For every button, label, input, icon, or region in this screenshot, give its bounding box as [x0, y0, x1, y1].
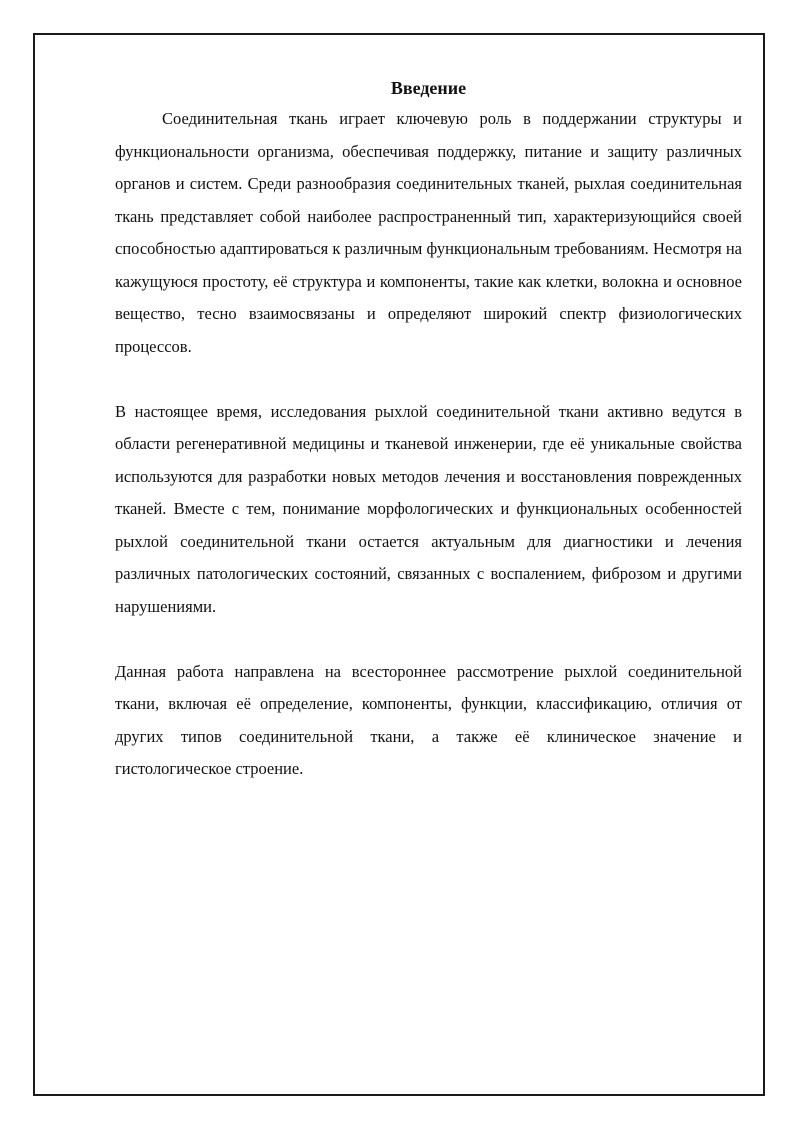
paragraph-spacer [115, 363, 742, 396]
paragraph-research: В настоящее время, исследования рыхлой соединительной ткани активно ведутся в области регенеративной медицины и тканевой инженерии, где её уникальные свойства используются для разработки новых методов лечения и восстановления поврежденных тканей. Вместе с тем, понимание морфологических и функциональных особенностей рыхлой соединительной ткани остается актуальным для диагностики и лечения различных патологических состояний, связанных с воспалением, фиброзом и другими нарушениями. [115, 401, 742, 616]
document-body [115, 76, 742, 786]
paragraph-scope: Данная работа направлена на всестороннее рассмотрение рыхлой соединительной ткани, включая её определение, компоненты, функции, классификацию, отличия от других типов соединительной ткани, а также её клиническое значение и гистологическое строение. [115, 661, 742, 778]
paragraph-spacer [115, 623, 742, 656]
page-title: Введение [390, 78, 467, 98]
paragraph-intro: Соединительная ткань играет ключевую роль в поддержании структуры и функциональности организма, обеспечивая поддержку, питание и защиту различных органов и систем. Среди разнообразия соединительных тканей, рыхлая соединительная ткань представляет собой наиболее распространенный тип, характеризующийся своей способностью адаптироваться к различным функциональным требованиям. Несмотря на кажущуюся простоту, её структура и компоненты, такие как клетки, волокна и основное вещество, тесно взаимосвязаны и определяют широкий спектр физиологических процессов. [115, 109, 742, 356]
